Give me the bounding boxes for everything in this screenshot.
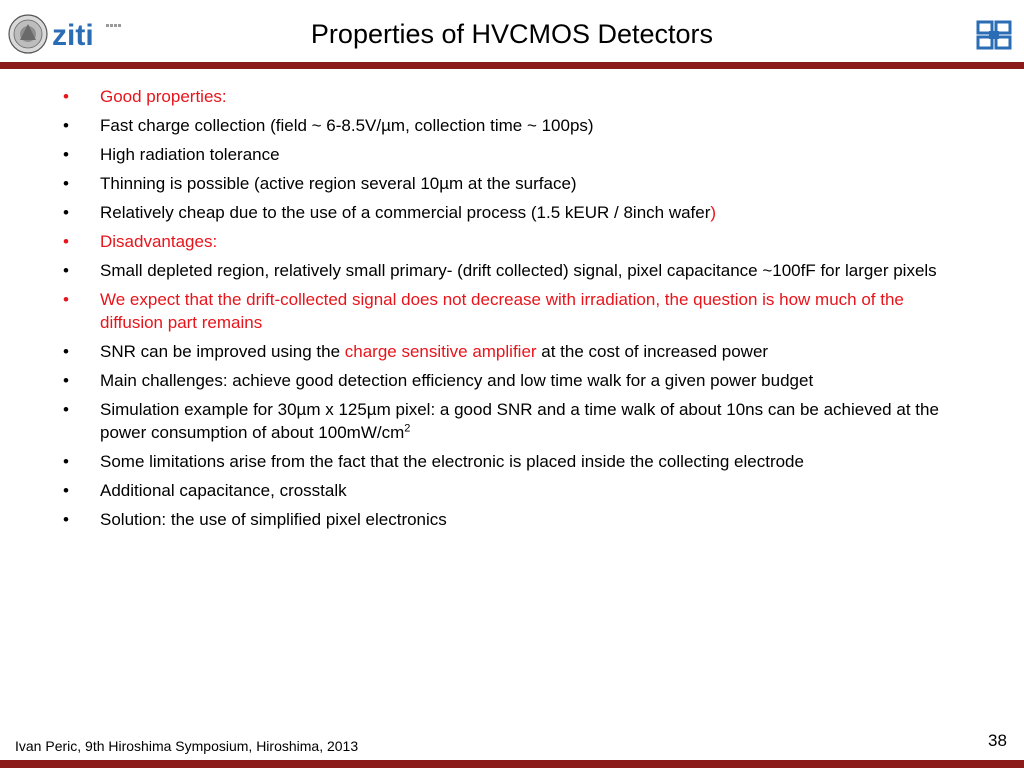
bullet-item [63, 114, 950, 137]
bullet-marker: • [63, 342, 69, 361]
bullet-marker: • [63, 371, 69, 390]
bullet-text: Relatively cheap due to the use of a commercial process (1.5 kEUR / 8inch wafer [100, 203, 711, 222]
bullet-marker: • [63, 400, 69, 419]
bullet-item [63, 398, 950, 444]
bullet-text: Additional capacitance, crosstalk [100, 481, 347, 500]
bullet-text: We expect that the drift-collected signal does not decrease with irradiation, the question is how much of the diffusion part remains [100, 290, 904, 332]
bullet-item [63, 201, 950, 224]
bullet-item [63, 172, 950, 195]
bullet-item [63, 143, 950, 166]
bullet-item [63, 508, 950, 531]
institute-logo-icon [976, 19, 1012, 51]
page-number: 38 [988, 731, 1007, 750]
bullet-marker: • [63, 452, 69, 471]
footer-divider [0, 760, 1024, 768]
bullet-marker: • [63, 116, 69, 135]
bullet-text: Main challenges: achieve good detection efficiency and low time walk for a given power budget [100, 371, 814, 390]
bullet-text: Solution: the use of simplified pixel electronics [100, 510, 447, 529]
superscript: 2 [404, 422, 411, 435]
bullet-text-highlight: charge sensitive amplifier [344, 342, 537, 361]
bullet-text: SNR can be improved using the [100, 342, 345, 361]
bullet-text: High radiation tolerance [100, 145, 280, 164]
bullet-marker: • [63, 510, 69, 529]
bullet-marker: • [63, 174, 69, 193]
bullet-item [63, 288, 950, 334]
slide-title: Properties of HVCMOS Detectors [310, 19, 714, 49]
slide-header [0, 0, 1024, 70]
bullet-text-after: at the cost of increased power [536, 342, 769, 361]
bullet-item [63, 340, 950, 363]
bullet-item [63, 450, 950, 473]
bullet-text-suffix: ) [710, 203, 717, 222]
bullet-list [0, 85, 1024, 531]
footer-author: Ivan Peric, 9th Hiroshima Symposium, Hiroshima, 2013 [15, 738, 359, 754]
bullet-text: Small depleted region, relatively small primary- (drift collected) signal, pixel capacitance ~100fF for larger pixels [100, 261, 937, 280]
bullet-item [63, 259, 950, 282]
slide-body [0, 85, 1024, 537]
bullet-marker: • [63, 87, 69, 106]
bullet-text: Disadvantages: [100, 232, 218, 251]
bullet-item [63, 479, 950, 502]
bullet-marker: • [63, 232, 69, 251]
header-divider [0, 62, 1024, 69]
bullet-text: Good properties: [100, 87, 227, 106]
bullet-text: Thinning is possible (active region several 10µm at the surface) [100, 174, 577, 193]
bullet-marker: • [63, 290, 69, 309]
bullet-marker: • [63, 145, 69, 164]
bullet-marker: • [63, 261, 69, 280]
bullet-text: Fast charge collection (field ~ 6-8.5V/µm, collection time ~ 100ps) [100, 116, 594, 135]
bullet-text: Some limitations arise from the fact that the electronic is placed inside the collecting electrode [100, 452, 804, 471]
bullet-item [63, 230, 950, 253]
bullet-text: Simulation example for 30µm x 125µm pixel: a good SNR and a time walk of about 10ns can be achieved at the power consumption of about 100mW/cm [100, 400, 939, 442]
bullet-item [63, 369, 950, 392]
ziti-logo-text: ziti [52, 19, 94, 52]
bullet-marker: • [63, 481, 69, 500]
bullet-marker: • [63, 203, 69, 222]
bullet-item [63, 85, 950, 108]
